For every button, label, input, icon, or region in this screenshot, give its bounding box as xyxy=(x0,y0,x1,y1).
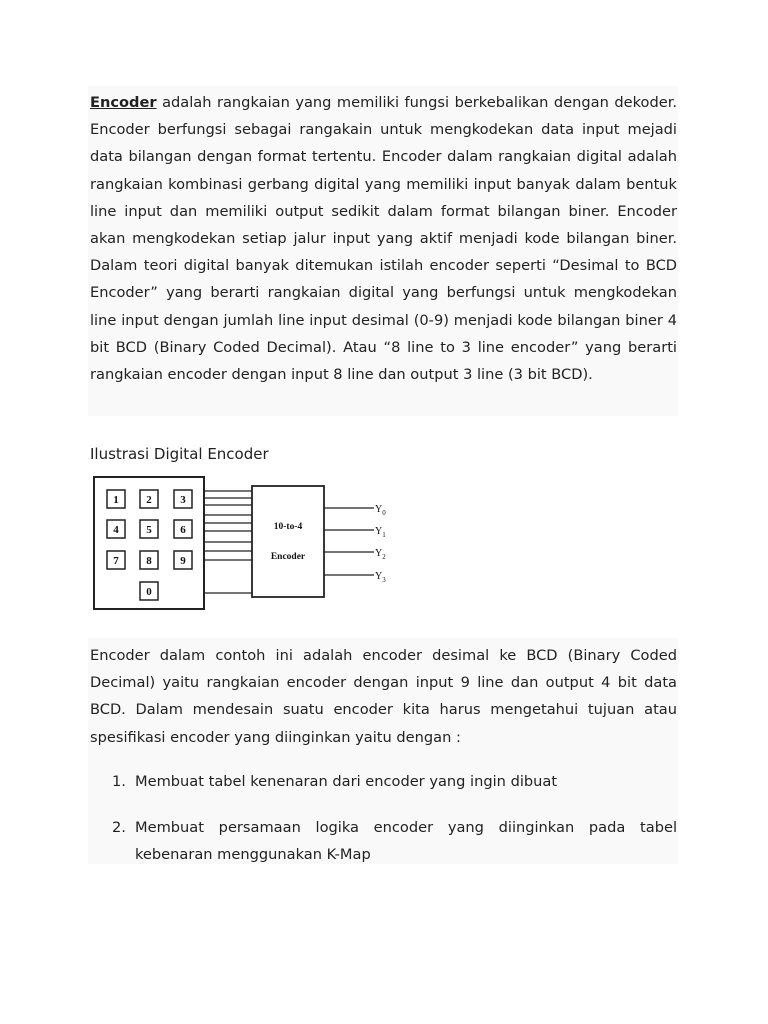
key-label: 2 xyxy=(146,494,152,506)
design-paragraph: Encoder dalam contoh ini adalah encoder desimal ke BCD (Binary Coded Decimal) yaitu rangkaian encoder dengan input 9 line dan output 4 bit data BCD. Dalam mendesain suatu encoder kita harus mengetahui tujuan atau spesifikasi encoder yang diinginkan yaitu dengan : xyxy=(90,647,677,746)
key-label: 9 xyxy=(180,555,186,567)
list-item xyxy=(90,814,677,868)
key-label: 3 xyxy=(180,494,186,506)
key-label: 8 xyxy=(146,555,152,567)
output-label-y0: $Y_0$ xyxy=(375,504,386,517)
output-label-y3: $Y_3$ xyxy=(375,571,386,584)
encoder-label-top: 10-to-4 xyxy=(273,522,303,532)
key-label: 7 xyxy=(113,555,119,567)
key-label: 5 xyxy=(146,524,152,536)
key-label: 0 xyxy=(146,586,152,598)
key-label: 1 xyxy=(113,494,119,506)
encoder-diagram xyxy=(90,471,392,613)
intro-text: adalah rangkaian yang memiliki fungsi berkebalikan dengan dekoder. Encoder berfungsi sebagai rangakain untuk mengkodekan data input mejadi data bilangan dengan format tertentu. Encoder dalam rangkaian digital adalah rangkaian kombinasi gerbang digital yang memiliki input banyak dalam bentuk line input dan memiliki output sedikit dalam format bilangan biner. Encoder akan mengkodekan setiap jalur input yang aktif menjadi kode bilangan biner. Dalam teori digital banyak ditemukan istilah encoder seperti “Desimal to BCD Encoder” yang berarti rangkaian digital yang berfungsi untuk mengkodekan line input dengan jumlah line input desimal (0-9) menjadi kode bilangan biner 4 bit BCD (Binary Coded Decimal). Atau “8 line to 3 line encoder” yang berarti rangkaian encoder dengan input 8 line dan output 3 line (3 bit BCD). xyxy=(90,94,678,384)
key-label: 6 xyxy=(180,524,186,536)
list-item-number: 2. xyxy=(112,819,126,837)
encoder-block xyxy=(252,486,324,597)
list-item-text: Membuat tabel kenenaran dari encoder yang ingin dibuat xyxy=(135,773,558,790)
encoder-label-bottom: Encoder xyxy=(270,552,306,562)
intro-paragraph xyxy=(90,89,677,388)
design-steps-list xyxy=(90,768,677,869)
figure-heading: Ilustrasi Digital Encoder xyxy=(90,445,269,463)
output-label-y2: $Y_2$ xyxy=(375,548,386,561)
term-encoder: Encoder xyxy=(90,94,157,111)
list-item-number: 1. xyxy=(112,773,126,790)
list-item xyxy=(90,768,677,795)
output-label-y1: $Y_1$ xyxy=(375,526,386,539)
key-label: 4 xyxy=(113,524,119,536)
list-item-text: Membuat persamaan logika encoder yang diinginkan pada tabel kebenaran menggunakan K-Map xyxy=(135,819,677,864)
